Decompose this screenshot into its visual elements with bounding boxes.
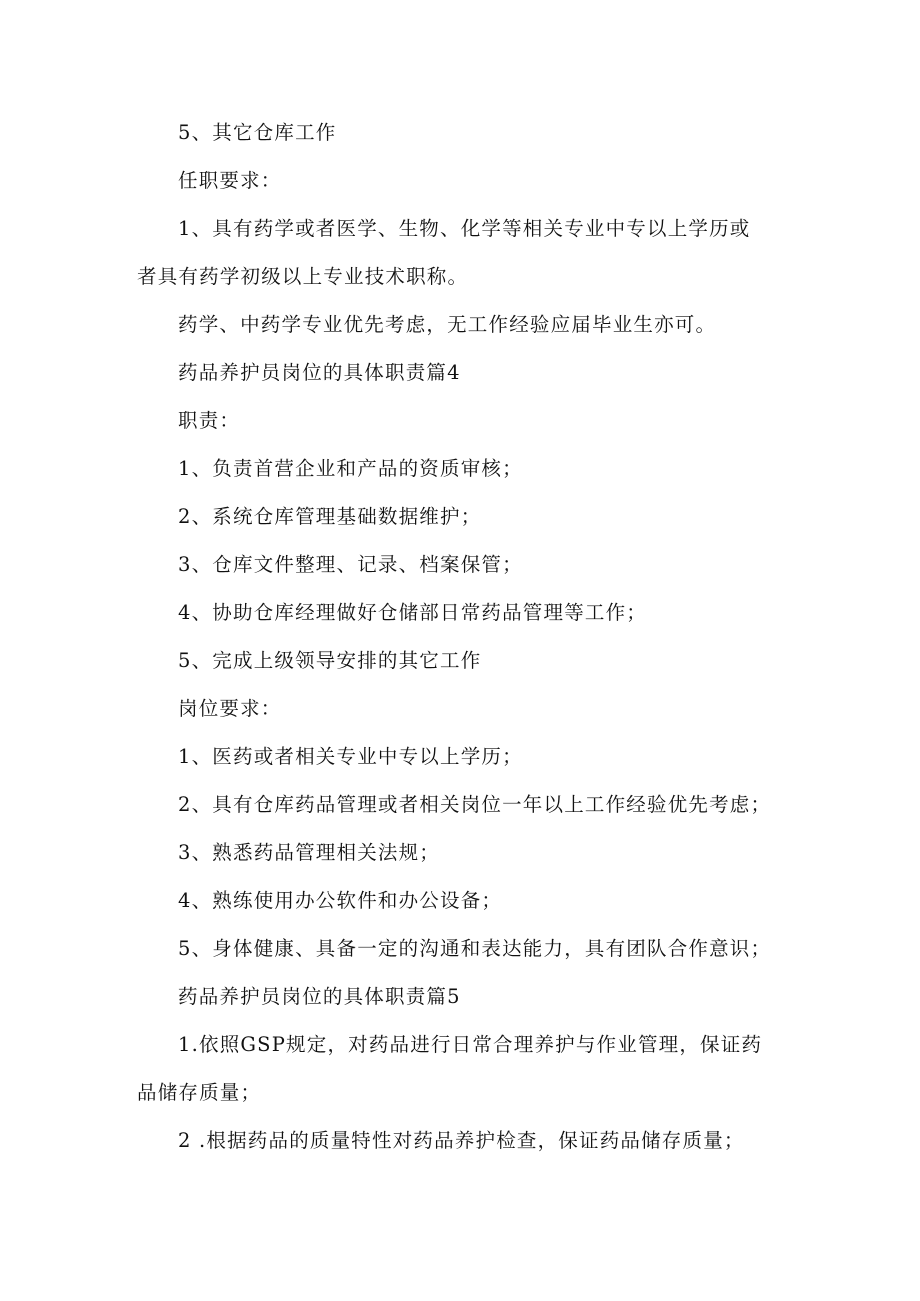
position-requirement-5: 5、身体健康、具备一定的沟通和表达能力，具有团队合作意识；	[178, 937, 772, 960]
section-title-part-4: 药品养护员岗位的具体职责篇4	[178, 361, 461, 384]
duty-item-3: 3、仓库文件整理、记录、档案保管；	[178, 553, 523, 576]
position-requirement-2: 2、具有仓库药品管理或者相关岗位一年以上工作经验优先考虑；	[178, 793, 772, 816]
list-item-other-warehouse-work: 5、其它仓库工作	[178, 121, 337, 144]
duty-item-5: 5、完成上级领导安排的其它工作	[178, 649, 482, 672]
section-title-part-5: 药品养护员岗位的具体职责篇5	[178, 985, 461, 1008]
requirement-item-1: 1、具有药学或者医学、生物、化学等相关专业中专以上学历或	[178, 217, 751, 240]
position-requirement-1: 1、医药或者相关专业中专以上学历；	[178, 745, 523, 768]
part5-item-1: 1.依照GSP规定，对药品进行日常合理养护与作业管理，保证药	[178, 1033, 763, 1056]
duty-item-4: 4、协助仓库经理做好仓储部日常药品管理等工作；	[178, 601, 648, 624]
section-heading-position-requirements: 岗位要求：	[178, 697, 282, 720]
requirement-note: 药学、中药学专业优先考虑，无工作经验应届毕业生亦可。	[178, 313, 717, 336]
duty-item-2: 2、系统仓库管理基础数据维护；	[178, 505, 482, 528]
position-requirement-3: 3、熟悉药品管理相关法规；	[178, 841, 441, 864]
duty-item-1: 1、负责首营企业和产品的资质审核；	[178, 457, 523, 480]
part5-item-2: 2 .根据药品的质量特性对药品养护检查，保证药品储存质量；	[178, 1129, 745, 1152]
part5-item-1-continued: 品储存质量；	[137, 1081, 262, 1104]
requirement-item-1-continued: 者具有药学初级以上专业技术职称。	[137, 265, 469, 288]
position-requirement-4: 4、熟练使用办公软件和办公设备；	[178, 889, 503, 912]
section-heading-duties: 职责：	[178, 409, 241, 432]
section-heading-job-requirements: 任职要求：	[178, 169, 282, 192]
